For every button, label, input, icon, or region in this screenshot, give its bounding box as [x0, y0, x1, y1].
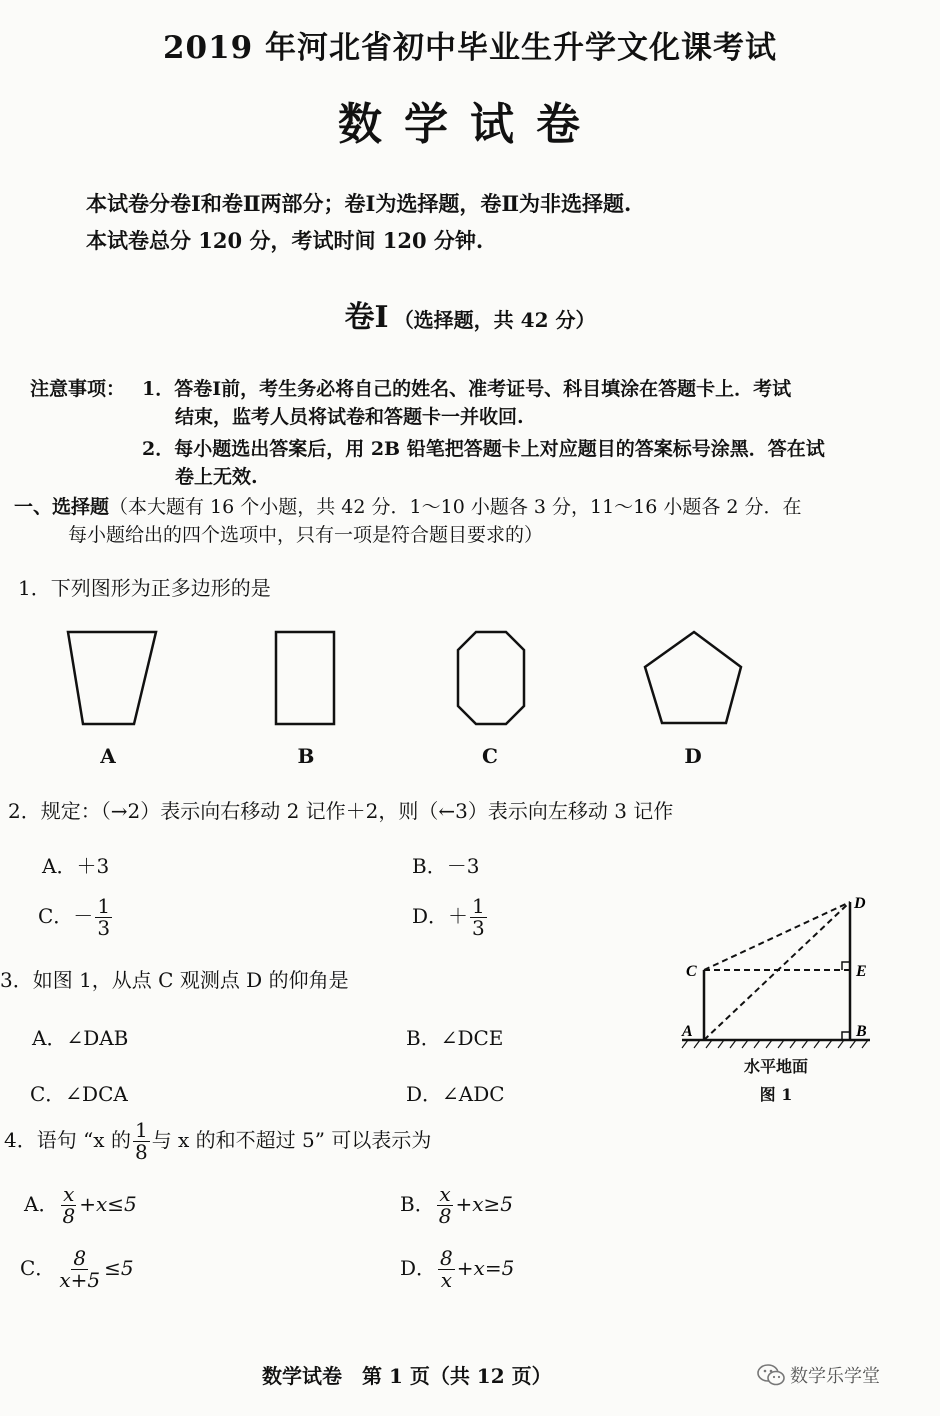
section-heading-rest: （本大题有 16 个小题，共 42 分．1～10 小题各 3 分，11～16 小题各 2 分．在 [109, 496, 802, 518]
q4-option-c-fraction [57, 1248, 102, 1291]
point-label-a: A [682, 1023, 693, 1040]
part-title-main: 卷Ⅰ [344, 300, 389, 335]
q1-label-a: A [100, 744, 116, 768]
part-title-sub: （选择题，共 42 分） [393, 308, 596, 332]
q2-option-d-prefix: D．＋ [412, 904, 469, 928]
q2-option-c-fraction [95, 896, 112, 939]
q4-option-a-label: A． [24, 1192, 59, 1216]
q4-option-b [400, 1184, 513, 1227]
q1-shape-c-octagon [458, 632, 524, 724]
note-2-line-1: 2．每小题选出答案后，用 2B 铅笔把答题卡上对应题目的答案标号涂黑．答在试 [142, 438, 825, 460]
q1-stem: 1．下列图形为正多边形的是 [18, 576, 271, 600]
fraction-numerator: 1 [472, 894, 485, 918]
point-label-e: E [856, 963, 867, 980]
q1-shape-a-trapezoid [68, 632, 156, 724]
q1-label-c: C [482, 744, 498, 768]
fraction-numerator: x [439, 1182, 451, 1206]
q1-label-b: B [297, 744, 315, 768]
intro-line-1: 本试卷分卷Ⅰ和卷Ⅱ两部分；卷Ⅰ为选择题，卷Ⅱ为非选择题. [86, 191, 632, 216]
intro-line-2: 本试卷总分 120 分，考试时间 120 分钟. [86, 228, 484, 253]
fraction-denominator: 8 [438, 1204, 452, 1228]
fraction-denominator: 8 [62, 1204, 76, 1228]
q2-option-b: B．－3 [412, 854, 480, 878]
q4-option-b-fraction [437, 1184, 454, 1227]
figure-1-caption: 图 1 [759, 1085, 793, 1104]
q2-option-d [412, 896, 489, 939]
q4-option-b-rest: +x≥5 [455, 1192, 513, 1216]
q3-option-a: A．∠DAB [32, 1026, 129, 1050]
q4-option-d-fraction [438, 1248, 455, 1291]
q2-option-c [38, 896, 114, 939]
q4-option-d-label: D． [400, 1256, 437, 1280]
point-label-c: C [686, 963, 697, 980]
q3-option-d: D．∠ADC [406, 1082, 505, 1106]
section-heading [14, 492, 802, 519]
point-label-b: B [856, 1023, 867, 1040]
figure-1-diagram [676, 890, 896, 1050]
q4-option-d [400, 1248, 514, 1291]
q4-stem [4, 1120, 431, 1163]
q2-stem: 2．规定：（→2）表示向右移动 2 记作＋2，则（←3）表示向左移动 3 记作 [8, 799, 674, 823]
q4-stem-pre: 4．语句 “x 的 [4, 1128, 131, 1152]
fraction-denominator: 8 [134, 1140, 148, 1164]
q4-option-b-label: B． [400, 1192, 435, 1216]
q3-option-c: C．∠DCA [30, 1082, 128, 1106]
figure-1-ground-label: 水平地面 [743, 1057, 808, 1076]
q4-option-a-fraction [60, 1184, 77, 1227]
q3-stem: 3．如图 1，从点 C 观测点 D 的仰角是 [0, 968, 349, 992]
q4-stem-post: 与 x 的和不超过 5” 可以表示为 [151, 1128, 432, 1152]
note-1-line-1: 1．答卷Ⅰ前，考生务必将自己的姓名、准考证号、科目填涂在答题卡上．考试 [142, 378, 792, 400]
note-2-line-2: 卷上无效. [175, 466, 258, 488]
section-heading-cont: 每小题给出的四个选项中，只有一项是符合题目要求的） [68, 524, 544, 546]
fraction-denominator: x [440, 1268, 453, 1292]
q2-option-d-fraction [470, 896, 487, 939]
page-footer: 数学试卷 第 1 页（共 12 页） [262, 1364, 552, 1388]
q1-shapes [0, 620, 940, 740]
wechat-icon [756, 1362, 786, 1388]
q2-option-c-prefix: C．－ [38, 904, 94, 928]
q1-shape-d-pentagon [645, 632, 741, 723]
fraction-denominator: 3 [97, 916, 111, 940]
section-heading-bold: 一、选择题 [14, 496, 110, 518]
q4-option-a-rest: +x≤5 [79, 1192, 137, 1216]
q2-option-a: A．＋3 [42, 854, 110, 878]
q4-option-c-rest: ≤5 [104, 1256, 134, 1280]
fraction-numerator: 1 [134, 1118, 148, 1142]
notes-label: 注意事项： [30, 378, 126, 400]
q4-option-a [24, 1184, 137, 1227]
point-label-d: D [854, 895, 866, 912]
q1-shape-b-rectangle [276, 632, 334, 724]
segment-cd [704, 902, 850, 970]
note-1-line-2: 结束，监考人员将试卷和答题卡一并收回. [175, 406, 524, 428]
fraction-denominator: 3 [472, 916, 485, 940]
q3-option-b: B．∠DCE [406, 1026, 504, 1050]
q1-label-d: D [684, 744, 702, 768]
q4-option-c [20, 1248, 134, 1291]
fraction-numerator: 8 [440, 1246, 453, 1270]
q4-stem-fraction [133, 1120, 150, 1163]
fraction-numerator: 1 [97, 894, 111, 918]
q4-option-c-label: C． [20, 1256, 56, 1280]
fraction-numerator: x [63, 1182, 75, 1206]
part-title [0, 292, 940, 336]
fraction-denominator: x+5 [59, 1268, 101, 1292]
watermark-text: 数学乐学堂 [790, 1366, 880, 1387]
fraction-numerator: 8 [73, 1246, 87, 1270]
q4-option-d-rest: +x=5 [456, 1256, 515, 1280]
subject-title: 数学试卷 [338, 99, 602, 150]
exam-title: 2019 年河北省初中毕业生升学文化课考试 [162, 30, 778, 66]
